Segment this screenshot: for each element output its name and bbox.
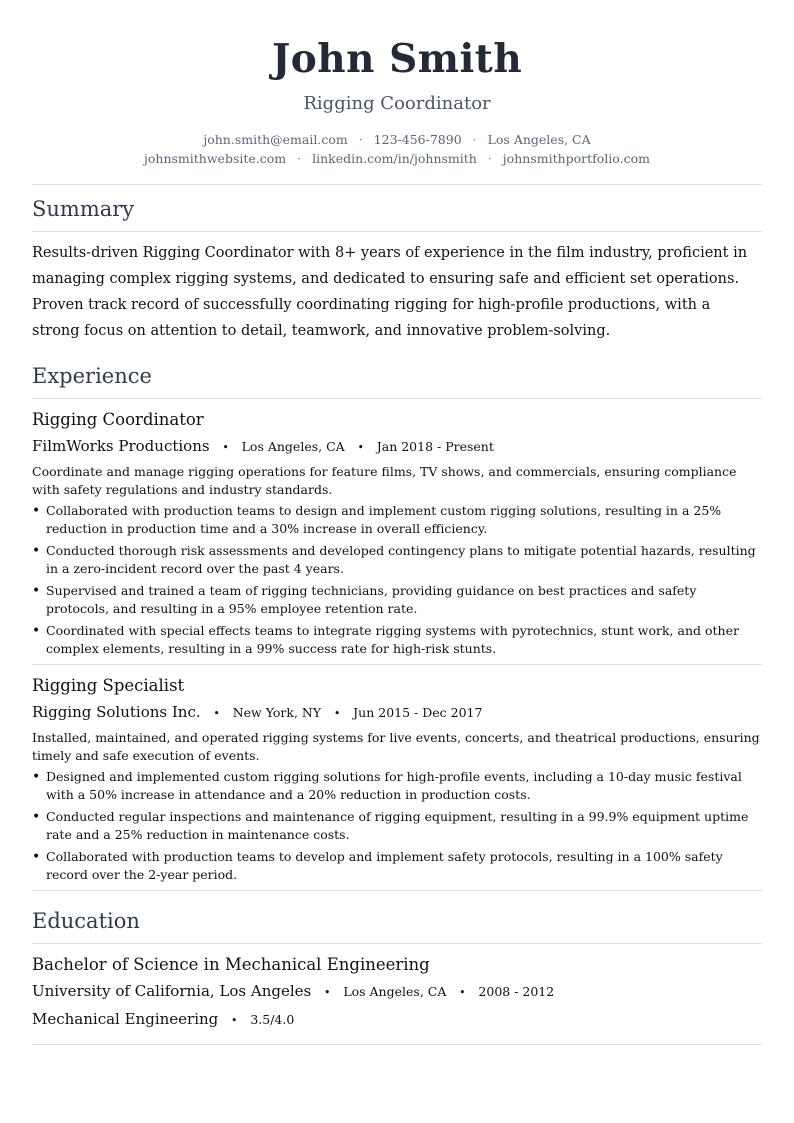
separator: •	[459, 986, 466, 999]
job-meta	[32, 701, 762, 725]
education-heading: Education	[32, 909, 140, 933]
list-item: • Designed and implemented custom rigging solutions for high-profile events, including a 10-day music festival with a 50% increase in attendance and a 20% reduction in production costs.	[46, 768, 762, 804]
job-divider	[32, 664, 762, 665]
education-dates: 2008 - 2012	[478, 984, 555, 999]
list-item: • Collaborated with production teams to design and implement custom rigging solutions, resulting in a 25% reduction in production time and a 30% increase in overall efficiency.	[46, 502, 762, 538]
education-meta	[32, 980, 762, 1004]
job-company: FilmWorks Productions	[32, 437, 210, 455]
job-description: Installed, maintained, and operated rigging systems for live events, concerts, and theatrical productions, ensuring timely and safe execution of events.	[32, 730, 760, 763]
job-dates: Jan 2018 - Present	[376, 439, 494, 454]
candidate-role: Rigging Coordinator	[303, 93, 491, 114]
email-link[interactable]: john.smith@email.com	[203, 132, 348, 147]
separator: ·	[487, 151, 492, 166]
contact-row-2	[32, 149, 762, 168]
job-company: Rigging Solutions Inc.	[32, 703, 201, 721]
linkedin-link[interactable]: linkedin.com/in/johnsmith	[312, 151, 477, 166]
list-item: • Supervised and trained a team of rigging technicians, providing guidance on best practices and safety protocols, and resulting in a 95% employee retention rate.	[46, 582, 762, 618]
candidate-name: John Smith	[271, 36, 523, 82]
separator: ·	[297, 151, 302, 166]
major: Mechanical Engineering	[32, 1010, 219, 1028]
job-dates: Jun 2015 - Dec 2017	[353, 705, 483, 720]
job-location: Los Angeles, CA	[241, 439, 345, 454]
job-entry	[32, 675, 762, 884]
phone-text: 123-456-7890	[373, 132, 462, 147]
degree-title: Bachelor of Science in Mechanical Engineering	[32, 955, 430, 974]
section-divider	[32, 943, 762, 944]
header-divider	[32, 184, 762, 185]
section-divider	[32, 398, 762, 399]
job-meta	[32, 435, 762, 459]
separator: •	[222, 441, 229, 454]
job-description: Coordinate and manage rigging operations for feature films, TV shows, and commercials, ensuring compliance with safety regulations and industry standards.	[32, 464, 737, 497]
separator: ·	[472, 132, 477, 147]
list-item: • Conducted thorough risk assessments and developed contingency plans to mitigate potential hazards, resulting in a zero-incident record over the past 4 years.	[46, 542, 762, 578]
separator: •	[357, 441, 364, 454]
list-item: • Collaborated with production teams to develop and implement safety protocols, resulting in a 100% safety record over the 2-year period.	[46, 848, 762, 884]
job-entry	[32, 409, 762, 658]
gpa: 3.5/4.0	[250, 1012, 295, 1027]
list-item: • Coordinated with special effects teams to integrate rigging systems with pyrotechnics, stunt work, and other complex elements, resulting in a 99% success rate for high-risk stunts.	[46, 622, 762, 658]
job-bullets	[32, 502, 762, 658]
school-name: University of California, Los Angeles	[32, 982, 312, 1000]
separator: •	[333, 707, 341, 720]
job-location: New York, NY	[232, 705, 322, 720]
separator: •	[324, 986, 331, 999]
separator: •	[231, 1014, 238, 1027]
job-title: Rigging Specialist	[32, 676, 185, 695]
list-item: • Conducted regular inspections and maintenance of rigging equipment, resulting in a 99.9% equipment uptime rate and a 25% reduction in maintenance costs.	[46, 808, 762, 844]
job-bullets	[32, 768, 762, 884]
job-divider	[32, 890, 762, 891]
section-divider	[32, 231, 762, 232]
summary-heading: Summary	[32, 197, 135, 221]
contact-row-1	[32, 130, 762, 149]
education-entry	[32, 954, 762, 1032]
education-divider	[32, 1044, 762, 1045]
experience-heading: Experience	[32, 364, 152, 388]
location-text: Los Angeles, CA	[487, 132, 591, 147]
education-major-row	[32, 1008, 762, 1032]
job-title: Rigging Coordinator	[32, 410, 204, 429]
separator: •	[213, 707, 220, 720]
portfolio-link[interactable]: johnsmithportfolio.com	[502, 151, 650, 166]
school-location: Los Angeles, CA	[343, 984, 447, 999]
separator: ·	[358, 132, 363, 147]
website-link[interactable]: johnsmithwebsite.com	[144, 151, 287, 166]
summary-text: Results-driven Rigging Coordinator with 8+ years of experience in the film industry, proficient in managing complex rigging systems, and dedicated to ensuring safe and efficient set operations. Proven track record of successfully coordinating rigging for high-profile productions, with a strong focus on attention to detail, teamwork, and innovative problem-solving.	[32, 245, 748, 339]
